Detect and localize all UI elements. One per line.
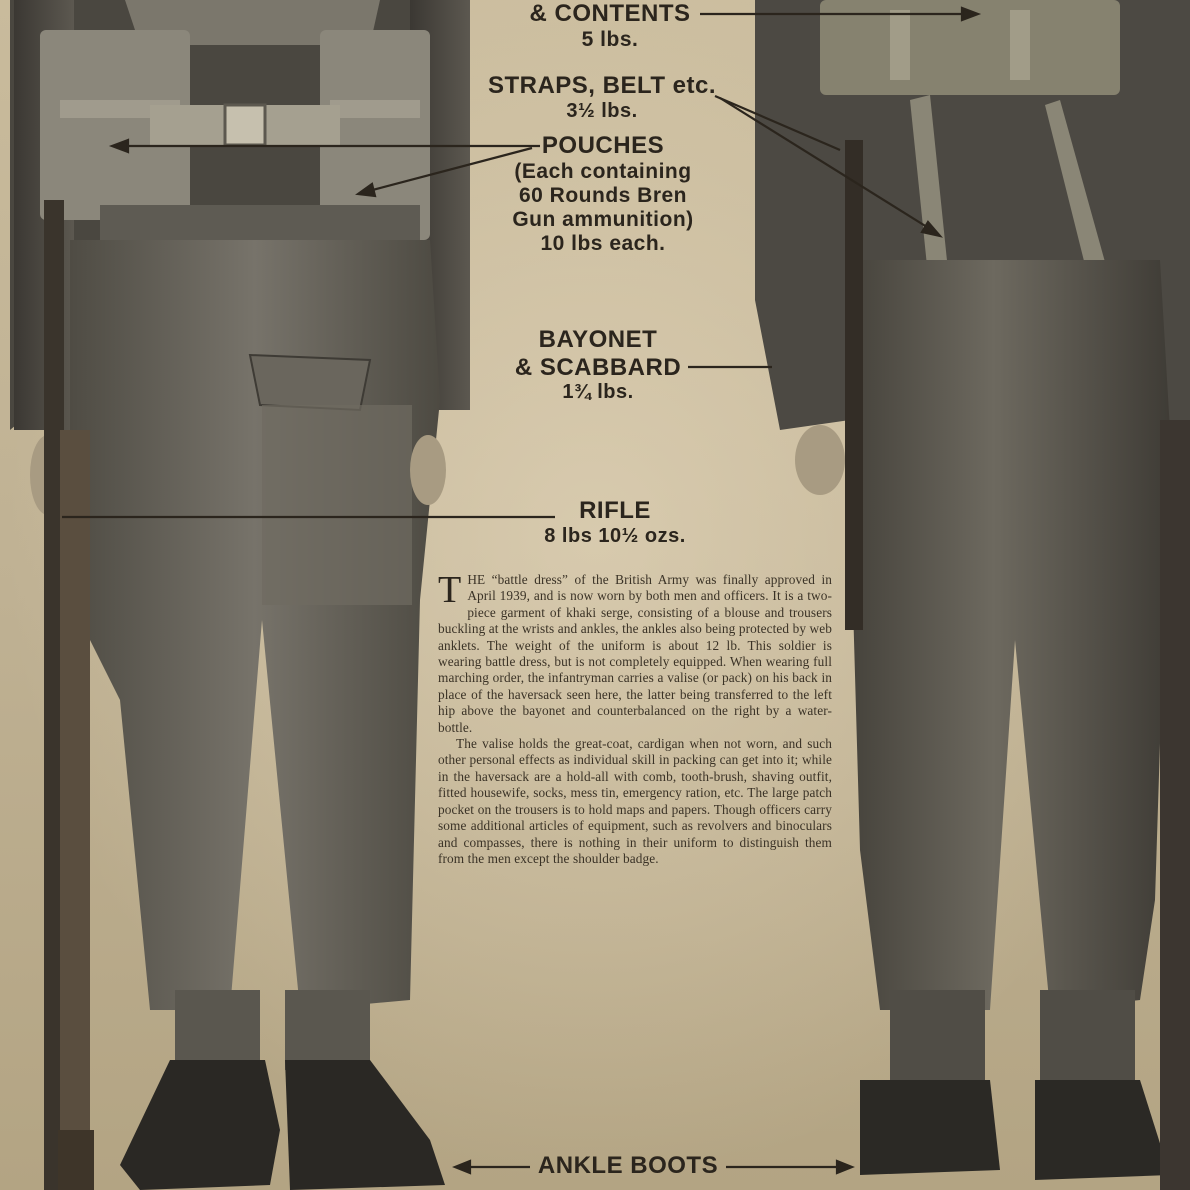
bayonet-label xyxy=(498,326,698,404)
straps-label xyxy=(482,72,722,123)
pouches-desc-3: Gun ammunition) xyxy=(512,207,694,231)
article-text xyxy=(438,569,832,867)
rifle-label xyxy=(510,497,720,548)
straps-name: STRAPS, BELT etc. xyxy=(487,72,717,99)
bayonet-name-1: BAYONET xyxy=(538,326,658,353)
bayonet-name-2: & SCABBARD xyxy=(514,353,682,381)
article-paragraph-2: The valise holds the great-coat, cardigan when not worn, and such other personal effects as individual skill in packing can get into it; while in the haversack are a hold-all with comb, tooth-brush, shaving outfit, fitted housewife, socks, mess tin, emergency ration, etc. The large patch pocket on the trousers is to hold maps and papers. Though officers carry some additional articles of equipment, such as revolvers and binoculars and compasses, there is nothing in their uniform to distinguish them from the men except the shoulder badge. xyxy=(438,736,832,866)
boots-label xyxy=(528,1152,728,1180)
rifle-name: RIFLE xyxy=(579,497,651,524)
article-paragraph-1 xyxy=(438,569,832,736)
drop-cap: T xyxy=(438,569,462,611)
pouches-label xyxy=(478,132,728,256)
pouches-desc-2: 60 Rounds Bren xyxy=(518,183,688,207)
bayonet-weight: 1¾ lbs. xyxy=(562,381,634,404)
pouches-name: POUCHES xyxy=(541,132,665,159)
haversack-weight: 5 lbs. xyxy=(581,27,639,51)
article-paragraph-1-text: HE “battle dress” of the British Army was finally approved in April 1939, and is now worn by both men and officers. It is a two-piece garment of khaki serge, consisting of a blouse and trousers buckling at the wrists and ankles, the ankles also being protected by web anklets. The weight of the uniform is about 12 lb. This soldier is wearing battle dress, but is not completely equipped. When wearing full marching order, the infantryman carries a valise (or pack) on his back in place of the haversack seen here, the latter being transferred to the left hip above the bayonet and counterbalanced on the right by a water-bottle. xyxy=(438,572,832,735)
boots-name: ANKLE BOOTS xyxy=(537,1152,719,1179)
straps-weight: 3½ lbs. xyxy=(566,99,638,122)
rifle-weight: 8 lbs 10½ ozs. xyxy=(544,524,686,547)
haversack-label xyxy=(520,0,700,52)
pouches-desc-1: (Each containing xyxy=(514,159,692,183)
haversack-name: & CONTENTS xyxy=(529,0,691,27)
pouches-weight: 10 lbs each. xyxy=(540,232,666,256)
